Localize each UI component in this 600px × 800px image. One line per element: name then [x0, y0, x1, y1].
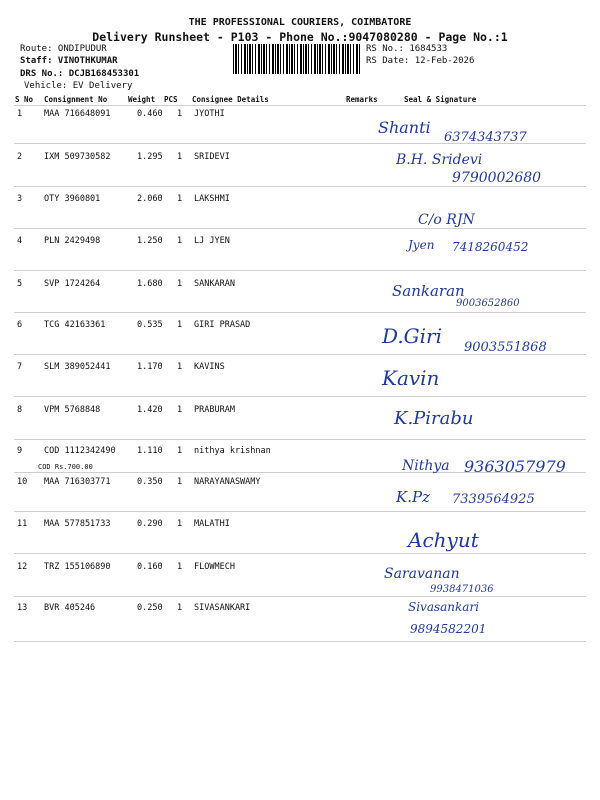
row-consignment: MAA 716648091	[44, 109, 111, 119]
signature-phone: 6374343737	[444, 130, 527, 145]
route-text: Route: ONDIPUDUR	[20, 44, 107, 54]
row-pcs: 1	[177, 519, 183, 529]
row-divider	[14, 511, 586, 512]
row-weight: 0.460	[137, 109, 163, 119]
signature-name: Kavin	[382, 366, 440, 390]
signature-phone: 7418260452	[452, 240, 529, 254]
row-sno: 4	[17, 236, 23, 246]
row-weight: 2.060	[137, 194, 163, 204]
rs-date: RS Date: 12-Feb-2026	[366, 56, 475, 66]
row-sno: 10	[17, 477, 28, 487]
row-divider	[14, 596, 586, 597]
drs-number: DRS No.: DCJB168453301	[20, 69, 140, 79]
signature-phone: 7339564925	[452, 492, 535, 507]
row-sno: 11	[17, 519, 28, 529]
row-consignment: TCG 42163361	[44, 320, 106, 330]
signature-name: D.Giri	[382, 324, 443, 348]
row-pcs: 1	[177, 320, 183, 330]
signature-name: Jyen	[408, 238, 435, 252]
row-sno: 7	[17, 362, 23, 372]
row-divider	[14, 439, 586, 440]
row-pcs: 1	[177, 603, 183, 613]
signature-name: K.Pz	[396, 488, 430, 506]
row-divider	[14, 312, 586, 313]
rs-number: RS No.: 1684533	[366, 44, 448, 54]
signature-name: Sivasankari	[408, 600, 480, 614]
row-weight: 0.290	[137, 519, 163, 529]
row-consignee: MALATHI	[194, 519, 230, 529]
row-consignment: IXM 509730582	[44, 152, 111, 162]
header-divider	[14, 105, 586, 106]
staff-text: Staff: VINOTHKUMAR	[20, 56, 118, 66]
row-weight: 1.170	[137, 362, 163, 372]
row-consignee: SRIDEVI	[194, 152, 230, 162]
row-pcs: 1	[177, 362, 183, 372]
col-consignment: Consignment No	[44, 95, 108, 104]
row-divider	[14, 270, 586, 271]
signature-name: Achyut	[408, 528, 479, 552]
row-pcs: 1	[177, 236, 183, 246]
row-weight: 1.110	[137, 446, 163, 456]
row-consignment: BVR 405246	[44, 603, 96, 613]
signature-name: K.Pirabu	[394, 408, 474, 429]
signature-phone: 9363057979	[464, 457, 566, 476]
col-remarks: Remarks	[346, 95, 378, 104]
col-sno: S No	[15, 95, 34, 104]
signature-name: Shanti	[378, 118, 431, 137]
row-divider	[14, 186, 586, 187]
signature-phone: 9938471036	[430, 584, 494, 595]
cod-amount-note: COD Rs.700.00	[38, 463, 93, 471]
row-weight: 1.295	[137, 152, 163, 162]
row-divider	[14, 641, 586, 642]
row-consignee: LJ JYEN	[194, 236, 230, 246]
col-consignee: Consignee Details	[192, 95, 269, 104]
row-consignment: OTY 3960801	[44, 194, 101, 204]
row-weight: 1.250	[137, 236, 163, 246]
row-weight: 1.420	[137, 405, 163, 415]
row-pcs: 1	[177, 194, 183, 204]
row-pcs: 1	[177, 279, 183, 289]
row-consignee: GIRI PRASAD	[194, 320, 251, 330]
vehicle-text: Vehicle: EV Delivery	[24, 81, 133, 91]
row-sno: 9	[17, 446, 23, 456]
row-sno: 5	[17, 279, 23, 289]
row-consignment: PLN 2429498	[44, 236, 101, 246]
signature-phone: 9003551868	[464, 340, 547, 355]
row-divider	[14, 553, 586, 554]
barcode	[233, 44, 361, 74]
col-seal-signature: Seal & Signature	[404, 95, 477, 104]
row-sno: 6	[17, 320, 23, 330]
row-weight: 0.250	[137, 603, 163, 613]
row-consignment: SVP 1724264	[44, 279, 101, 289]
row-consignee: FLOWMECH	[194, 562, 235, 572]
row-pcs: 1	[177, 152, 183, 162]
row-sno: 12	[17, 562, 28, 572]
row-consignee: KAVINS	[194, 362, 225, 372]
row-consignment: TRZ 155106890	[44, 562, 111, 572]
row-sno: 13	[17, 603, 28, 613]
row-sno: 1	[17, 109, 23, 119]
row-consignee: SIVASANKARI	[194, 603, 251, 613]
row-pcs: 1	[177, 405, 183, 415]
row-consignee: SANKARAN	[194, 279, 235, 289]
col-pcs: PCS	[164, 95, 178, 104]
row-consignee: NARAYANASWAMY	[194, 477, 261, 487]
row-sno: 8	[17, 405, 23, 415]
row-pcs: 1	[177, 109, 183, 119]
row-consignment: SLM 389052441	[44, 362, 111, 372]
signature-name: Sankaran	[392, 282, 465, 300]
row-sno: 3	[17, 194, 23, 204]
signature-name: C/o RJN	[418, 212, 475, 228]
row-weight: 0.350	[137, 477, 163, 487]
row-pcs: 1	[177, 562, 183, 572]
row-weight: 0.535	[137, 320, 163, 330]
runsheet-subtitle: Delivery Runsheet - P103 - Phone No.:9047080280 - Page No.:1	[92, 30, 508, 44]
row-pcs: 1	[177, 477, 183, 487]
row-weight: 0.160	[137, 562, 163, 572]
signature-name: B.H. Sridevi	[396, 152, 483, 168]
row-sno: 2	[17, 152, 23, 162]
row-divider	[14, 396, 586, 397]
row-consignment: MAA 716303771	[44, 477, 111, 487]
row-consignment: COD 1112342490	[44, 446, 116, 456]
signature-name: Nithya	[402, 458, 450, 474]
row-consignment: MAA 577851733	[44, 519, 111, 529]
row-consignee: LAKSHMI	[194, 194, 230, 204]
signature-name: Saravanan	[384, 566, 460, 582]
row-consignee: nithya krishnan	[194, 446, 271, 456]
row-divider	[14, 228, 586, 229]
signature-phone: 9894582201	[410, 622, 487, 636]
row-weight: 1.680	[137, 279, 163, 289]
company-title: THE PROFESSIONAL COURIERS, COIMBATORE	[188, 17, 412, 28]
col-weight: Weight	[128, 95, 156, 104]
signature-phone: 9790002680	[452, 170, 542, 186]
row-pcs: 1	[177, 446, 183, 456]
row-consignee: JYOTHI	[194, 109, 225, 119]
row-consignment: VPM 5768848	[44, 405, 101, 415]
row-consignee: PRABURAM	[194, 405, 235, 415]
signature-phone: 9003652860	[456, 298, 520, 309]
